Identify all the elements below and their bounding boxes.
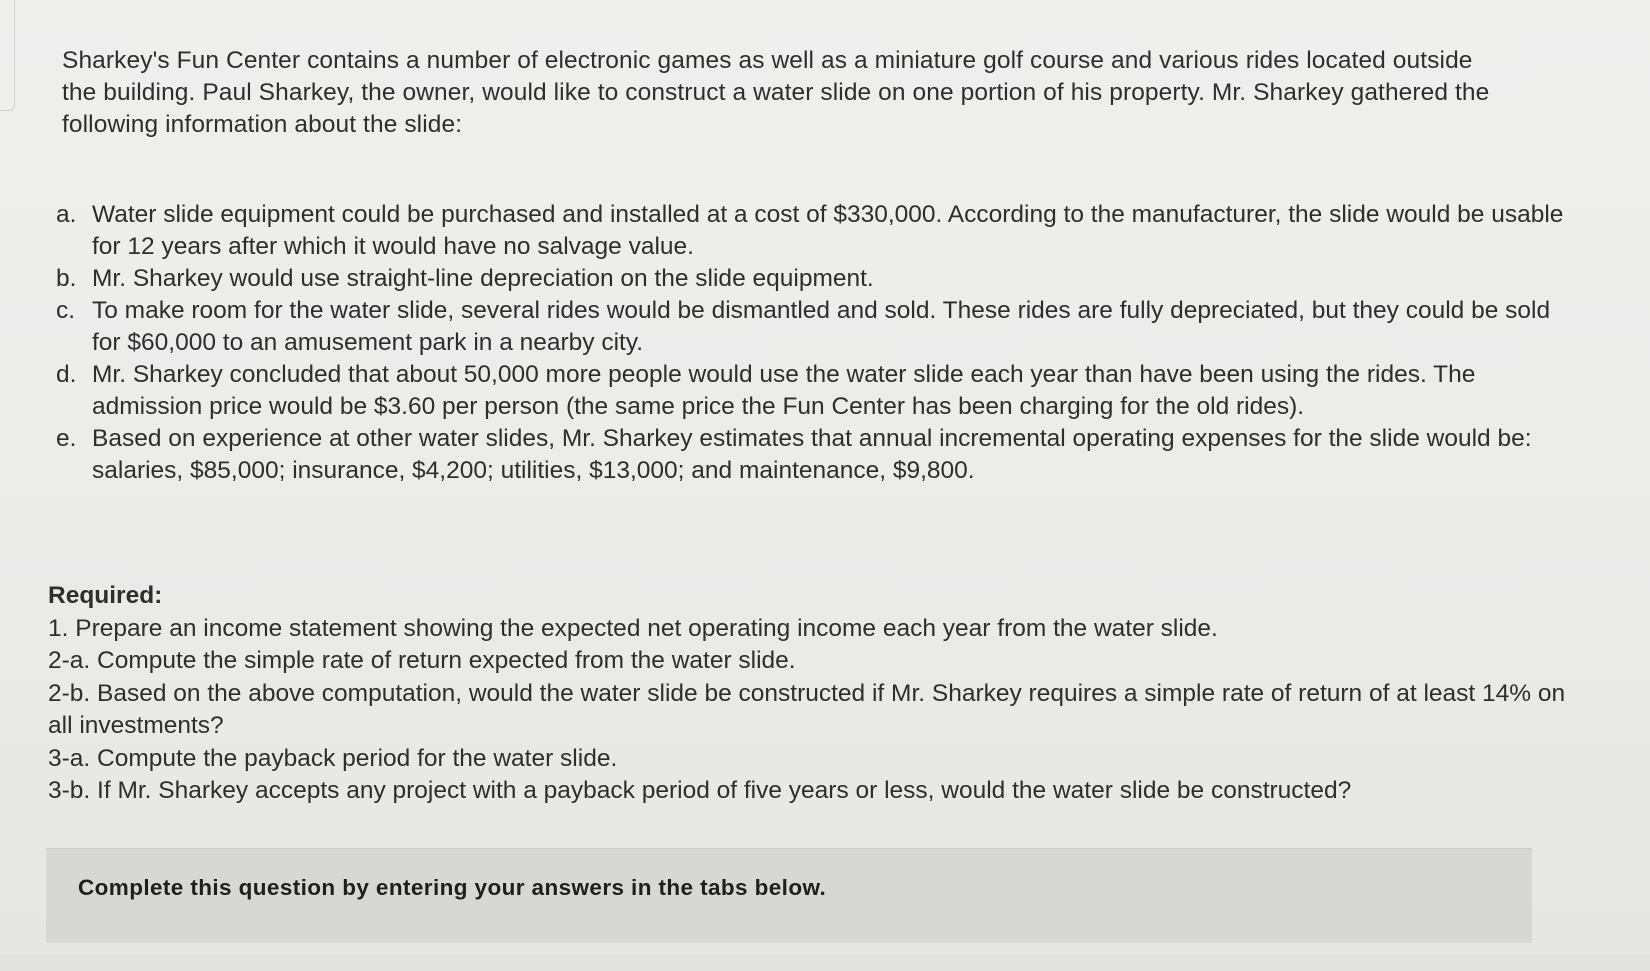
fact-marker: c. xyxy=(56,297,76,324)
instruction-banner xyxy=(46,848,1532,943)
required-heading: Required: xyxy=(48,582,163,609)
fact-item-e xyxy=(50,423,1570,487)
facts-list xyxy=(50,199,1570,487)
fact-marker: e. xyxy=(56,425,77,452)
fact-text: To make room for the water slide, several rides would be dismantled and sold. These rides are fully depreciated, but they could be sold for $60,000 to an amusement park in a nearby city. xyxy=(92,297,1551,356)
instruction-text: Complete this question by entering your answers in the tabs below. xyxy=(78,875,827,900)
fact-text: Water slide equipment could be purchased and installed at a cost of $330,000. According to the manufacturer, the slide would be usable for 12 years after which it would have no salvage value. xyxy=(92,201,1564,260)
fact-text: Mr. Sharkey would use straight-line depreciation on the slide equipment. xyxy=(92,265,874,292)
fact-marker: b. xyxy=(56,265,77,292)
required-item-2a: 2-a. Compute the simple rate of return expected from the water slide. xyxy=(48,647,796,674)
required-item-3a: 3-a. Compute the payback period for the water slide. xyxy=(48,744,618,772)
fact-item-a xyxy=(50,199,1570,263)
required-section xyxy=(48,580,1588,808)
required-item-1: 1. Prepare an income statement showing the expected net operating income each year from the water slide. xyxy=(48,614,1218,642)
fact-marker: d. xyxy=(56,361,77,388)
problem-intro: Sharkey's Fun Center contains a number of electronic games as well as a miniature golf course and various rides located outside the building. Paul Sharkey, the owner, would like to construct a water slide on one portion of his property. Mr. Sharkey gathered the following information about the slide: xyxy=(62,47,1490,138)
required-item-2b: 2-b. Based on the above computation, would the water slide be constructed if Mr. Sharkey requires a simple rate of return of at least 14% on all investments? xyxy=(48,679,1566,739)
fact-item-b xyxy=(50,263,1570,295)
required-item-3b: 3-b. If Mr. Sharkey accepts any project with a payback period of five years or less, would the water slide be constructed? xyxy=(48,777,1352,804)
bottom-strip xyxy=(0,955,1650,971)
fact-text: Mr. Sharkey concluded that about 50,000 more people would use the water slide each year than have been using the rides. The admission price would be $3.60 per person (the same price the Fun Center has been charging for the old rides). xyxy=(92,361,1476,420)
fact-item-d xyxy=(50,359,1570,423)
fact-item-c xyxy=(50,295,1570,359)
fact-text: Based on experience at other water slides, Mr. Sharkey estimates that annual incremental operating expenses for the slide would be: salaries, $85,000; insurance, $4,200; utilities, $13,000; and maintenance, $9,800. xyxy=(92,425,1532,484)
fact-marker: a. xyxy=(56,201,77,228)
page-edge-divider xyxy=(0,0,15,111)
